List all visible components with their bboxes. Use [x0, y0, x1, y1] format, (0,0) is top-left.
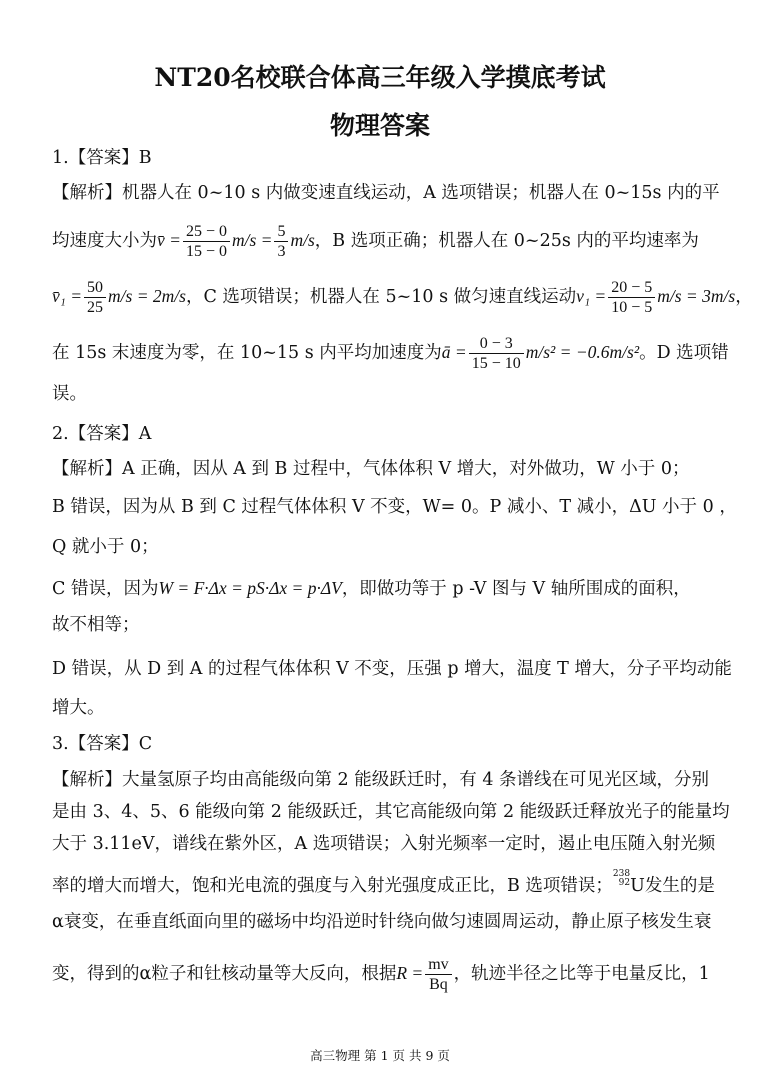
q1-formula-1-unit: m/s	[290, 230, 315, 250]
q1-formula-1-mid: m/s =	[231, 230, 273, 250]
q1-line-1: 【解析】机器人在 0~10 s 内做变速直线运动，A 选项错误；机器人在 0~15s 内的平	[52, 183, 720, 203]
q1-formula-2-rhs: m/s = 2m/s	[108, 286, 186, 306]
q1-answer: 1.【答案】B	[52, 148, 152, 168]
q1-line-3a: ，C 选项错误；机器人在 5~10 s 做匀速直线运动	[185, 287, 577, 307]
q1-formula-3-num: 20 − 5	[611, 279, 653, 296]
q1-line-2	[52, 222, 720, 261]
q1-formula-1-den-b: 3	[274, 241, 288, 261]
q3-line-5: α衰变，在垂直纸面向里的磁场中均沿逆时针绕向做匀速圆周运动，静止原子核发生衰	[52, 912, 712, 932]
q3-formula-lhs: R =	[396, 963, 424, 983]
q1-line-4a: 在 15s 末速度为零，在 10~15 s 内平均加速度为	[52, 343, 442, 363]
q2-work-formula: W = F·Δx = pS·Δx = p·ΔV	[158, 578, 342, 598]
q2-line-7: 增大。	[52, 698, 105, 718]
q1-formula-3-den: 10 − 5	[608, 297, 655, 317]
q1-formula-3-rhs: m/s = 3m/s	[657, 286, 736, 306]
q3-formula-frac	[425, 955, 451, 994]
q3-line-4	[52, 870, 720, 898]
q3-line-6	[52, 955, 720, 994]
q2-line-3: Q 就小于 0；	[52, 537, 159, 557]
q1-formula-2-den: 25	[84, 297, 106, 317]
q3-line-4b: 发生的是	[644, 876, 715, 896]
q2-line-4a: C 错误，因为	[52, 579, 159, 599]
uranium-isotope	[613, 870, 645, 898]
q1-formula-2-frac	[84, 278, 106, 317]
q3-answer: 3.【答案】C	[52, 734, 153, 754]
q3-line-4a: 率的增大而增大，饱和光电流的强度与入射光强度成正比，B 选项错误；	[52, 876, 613, 896]
q2-line-2: B 错误，因为从 B 到 C 过程气体体积 V 不变，W= 0。P 减小、T 减小，ΔU 小于 0 ，	[52, 497, 737, 517]
q2-line-5: 故不相等；	[52, 615, 140, 635]
page-subtitle: 物理答案	[329, 111, 430, 140]
q2-answer: 2.【答案】A	[52, 424, 152, 444]
q1-formula-4-frac	[469, 334, 524, 373]
q3-formula-num: mv	[428, 956, 449, 973]
q1-formula-1-lhs: v̄ =	[157, 230, 181, 250]
q3-line-2: 是由 3、4、5、6 能级向第 2 能级跃迁，其它高能级向第 2 能级跃迁释放光子的能量均	[52, 802, 730, 822]
q1-line-3	[52, 278, 753, 317]
q1-line-3b: ，	[735, 287, 753, 307]
q3-line-1: 【解析】大量氢原子均由高能级向第 2 能级跃迁时，有 4 条谱线在可见光区域，分别	[52, 770, 710, 790]
q1-formula-3-lhs: v₁ =	[576, 286, 607, 306]
page-footer: 高三物理 第 1 页 共 9 页	[310, 1048, 450, 1063]
q1-formula-1-frac-b	[274, 222, 288, 261]
q1-formula-2-lhs: v̄₁ =	[52, 286, 83, 306]
q1-formula-4-den: 15 − 10	[469, 353, 524, 373]
q1-formula-1-num-b: 5	[277, 223, 286, 240]
q2-line-4b: ，即做功等于 p -V 图与 V 轴所围成的面积，	[341, 579, 691, 599]
q1-line-2b: ，B 选项正确；机器人在 0~25s 内的平均速率为	[314, 231, 699, 251]
isotope-z: 92	[618, 878, 631, 888]
isotope-mass: 238	[612, 869, 631, 879]
q3-line-3: 大于 3.11eV，谱线在紫外区，A 选项错误；入射光频率一定时，遏止电压随入射光频	[52, 834, 716, 854]
q2-line-4	[52, 576, 720, 601]
q1-line-5: 误。	[52, 384, 87, 404]
q3-line-6b: ，轨迹半径之比等于电量反比，1	[453, 964, 710, 984]
q3-line-6a: 变，得到的α粒子和钍核动量等大反向，根据	[52, 964, 397, 984]
q1-line-2a: 均速度大小为	[52, 231, 157, 251]
q1-formula-3-frac	[608, 278, 655, 317]
q1-formula-1-frac-a	[183, 222, 230, 261]
q1-line-4	[52, 334, 729, 373]
isotope-symbol: U	[630, 876, 645, 896]
q1-formula-1-num-a: 25 − 0	[185, 223, 227, 240]
q1-formula-4-rhs: m/s² = −0.6m/s²	[525, 342, 640, 362]
q3-formula-den: Bq	[425, 974, 451, 994]
isotope-numbers	[613, 870, 630, 888]
q1-formula-4-num: 0 − 3	[479, 335, 513, 352]
q1-line-4b: 。D 选项错	[639, 343, 729, 363]
q2-line-6: D 错误，从 D 到 A 的过程气体体积 V 不变，压强 p 增大，温度 T 增大，分子平均动能	[52, 659, 732, 679]
q1-formula-1-den-a: 15 − 0	[183, 241, 230, 261]
q1-formula-4-lhs: ā =	[441, 342, 467, 362]
q2-line-1: 【解析】A 正确，因从 A 到 B 过程中，气体体积 V 增大，对外做功，W 小于 0；	[52, 459, 690, 479]
q1-formula-2-num: 50	[87, 279, 104, 296]
page-title: NT20名校联合体高三年级入学摸底考试	[154, 63, 606, 92]
